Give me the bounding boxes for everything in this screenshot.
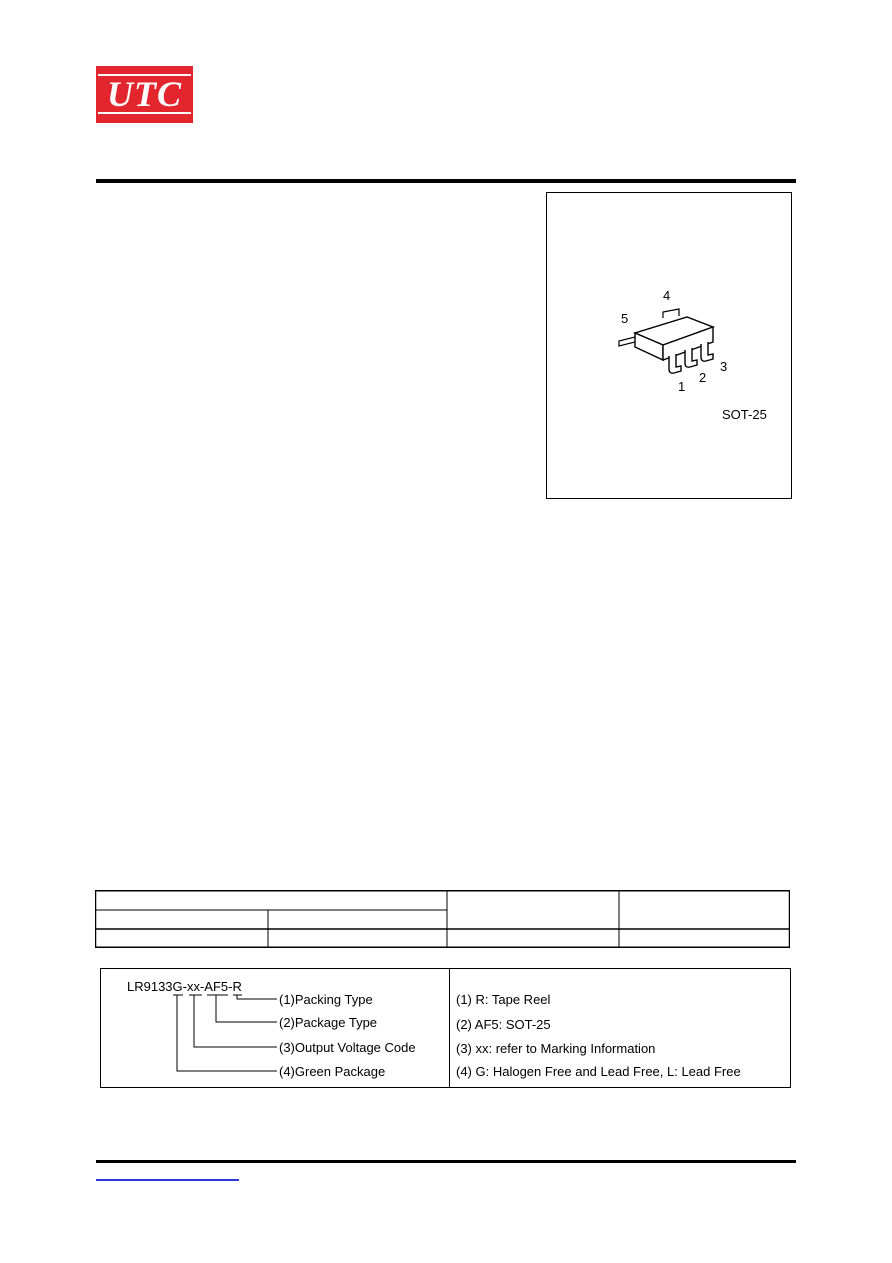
code-item-green-package: (4)Green Package bbox=[279, 1064, 386, 1079]
package-name: SOT-25 bbox=[722, 407, 767, 422]
pin-1-label: 1 bbox=[678, 379, 686, 394]
footer-rule bbox=[96, 1160, 796, 1163]
pin-4-label: 4 bbox=[663, 288, 671, 303]
pin-2-label: 2 bbox=[699, 370, 707, 385]
code-desc-voltage: (3) xx: refer to Marking Information bbox=[456, 1041, 656, 1056]
code-item-packing-type: (1)Packing Type bbox=[279, 992, 373, 1007]
utc-logo-text: UTC bbox=[107, 74, 182, 114]
ordering-table bbox=[95, 890, 790, 948]
part-code-divider bbox=[449, 969, 450, 1087]
code-item-output-voltage: (3)Output Voltage Code bbox=[279, 1040, 416, 1055]
part-number: LR9133G-xx-AF5-R bbox=[127, 979, 242, 994]
code-item-package-type: (2)Package Type bbox=[279, 1015, 378, 1030]
utc-logo-frame bbox=[98, 74, 191, 114]
package-figure bbox=[546, 192, 792, 499]
website-link[interactable] bbox=[96, 1179, 239, 1181]
part-code-box bbox=[100, 968, 791, 1088]
code-desc-green: (4) G: Halogen Free and Lead Free, L: Lead Free bbox=[456, 1064, 741, 1079]
ordering-table-grid bbox=[95, 890, 790, 948]
pin-5-label: 5 bbox=[621, 311, 629, 326]
code-desc-package: (2) AF5: SOT-25 bbox=[456, 1017, 551, 1032]
header-rule bbox=[96, 179, 796, 183]
sot25-drawing bbox=[547, 193, 793, 500]
utc-logo bbox=[96, 66, 193, 123]
pin-3-label: 3 bbox=[720, 359, 728, 374]
code-desc-packing: (1) R: Tape Reel bbox=[456, 992, 551, 1007]
